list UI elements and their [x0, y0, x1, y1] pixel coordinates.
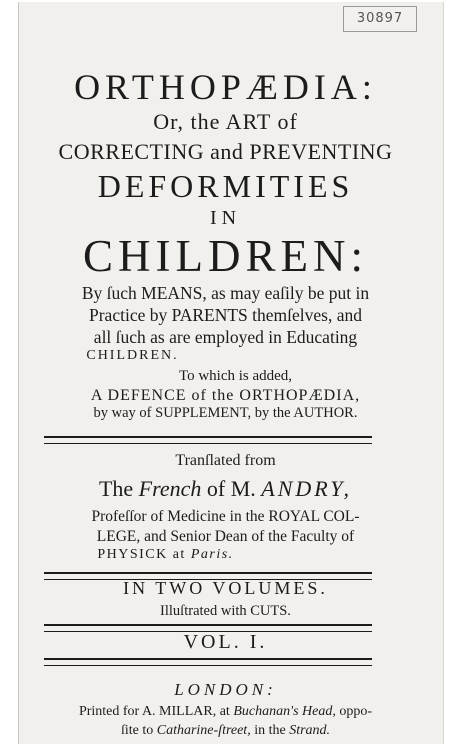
title-line-6: CHILDREN: — [83, 231, 368, 281]
translation-line-4: LEGE, and Senior Dean of the Faculty of — [96, 528, 355, 545]
imprint-buchanans-head: Buchanan's Head, — [233, 704, 336, 719]
subtitle-line-6: A DEFENCE of the ORTHOPÆDIA, — [90, 387, 361, 404]
volumes-line-1: IN TWO VOLUMES. — [123, 578, 328, 598]
imprint-oppo: oppo- — [339, 704, 373, 719]
translation-the: The — [98, 476, 134, 501]
subtitle-line-3: all ſuch as are employed in Educating — [93, 327, 358, 347]
translation-paris: Paris. — [190, 547, 234, 562]
translation-of-m: of M. — [206, 476, 256, 501]
title-line-5: IN — [209, 207, 242, 229]
imprint-site-to: ſite to — [120, 723, 154, 738]
author-name: ANDRY, — [261, 476, 353, 501]
translation-line-1: Tranſlated from — [175, 452, 276, 469]
subtitle-line-1: By ſuch MEANS, as may eaſily be put in — [81, 283, 370, 303]
volumes-line-2: Illuſtrated with CUTS. — [160, 603, 291, 619]
translation-line-2 — [0, 476, 451, 502]
subtitle-line-7: by way of SUPPLEMENT, by the AUTHOR. — [93, 405, 358, 421]
subtitle-line-2: Practice by PARENTS themſelves, and — [89, 305, 362, 325]
translation-physick: PHYSICK at — [97, 547, 186, 562]
translation-line-3: Profeſſor of Medicine in the ROYAL COL- — [91, 508, 360, 525]
imprint-line-2 — [0, 723, 451, 739]
imprint-line-1 — [0, 704, 451, 720]
imprint-strand: Strand. — [289, 723, 331, 738]
title-line-1: ORTHOPÆDIA: — [74, 67, 377, 107]
translation-french: French — [138, 476, 202, 501]
title-line-2: Or, the ART of — [153, 109, 298, 134]
divider-rule-4 — [44, 658, 372, 666]
volume-number: VOL. I. — [183, 631, 268, 653]
subtitle-line-5: To which is added, — [178, 368, 293, 384]
divider-rule-1 — [44, 436, 372, 444]
imprint-in-the: in the — [254, 723, 286, 738]
imprint-printed-for: Printed for A. MILLAR, at — [78, 704, 230, 719]
subtitle-line-4: CHILDREN. — [86, 348, 179, 363]
imprint-city: LONDON: — [174, 680, 277, 699]
catalog-number-stamp: 30897 — [343, 6, 417, 32]
title-line-4: DEFORMITIES — [97, 168, 354, 204]
imprint-catharine-street: Catharine-ſtreet, — [156, 723, 251, 738]
translation-line-5 — [0, 547, 391, 563]
title-line-3: CORRECTING and PREVENTING — [58, 139, 393, 164]
